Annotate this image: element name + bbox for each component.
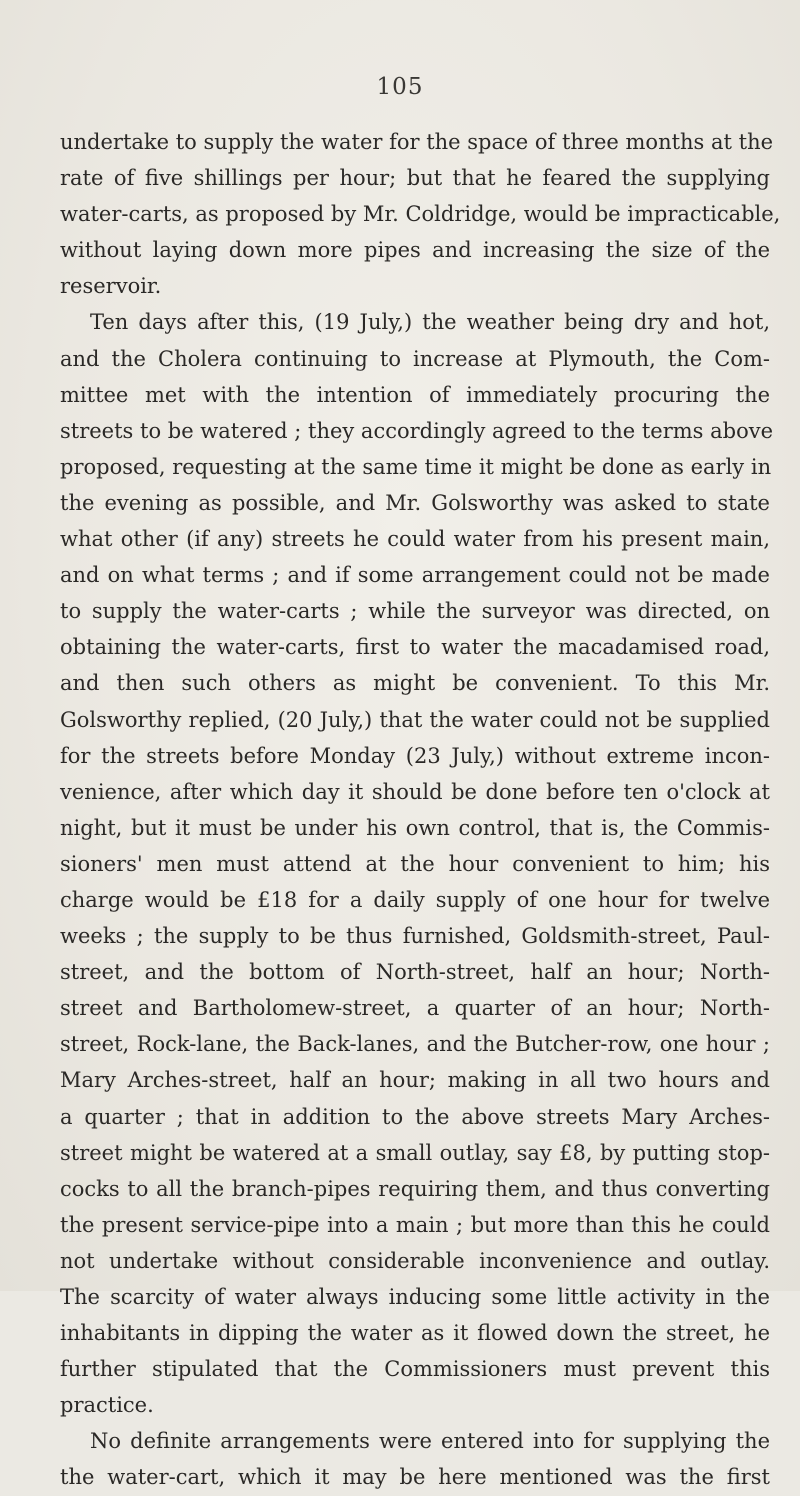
text-line: Ten days after this, (19 July,) the weather being dry and hot, [90, 310, 770, 335]
page-number: 105 [376, 74, 424, 100]
text-line: rate of five shillings per hour; but that he feared the supplying [60, 166, 770, 191]
text-line: mittee met with the intention of immediately procuring the [60, 382, 770, 407]
text-line: sioners' men must attend at the hour convenient to him; his [60, 851, 770, 876]
text-line: weeks ; the supply to be thus furnished, Goldsmith-street, Paul- [60, 924, 770, 949]
text-line: what other (if any) streets he could water from his present main, [60, 527, 770, 552]
text-line: not undertake without considerable inconvenience and outlay. [60, 1248, 770, 1273]
text-line: proposed, requesting at the same time it might be done as early in [60, 454, 772, 479]
text-line: The scarcity of water always inducing some little activity in the [60, 1285, 770, 1309]
text-line: for the streets before Monday (23 July,) without extreme incon- [60, 743, 770, 768]
text-line: and the Cholera continuing to increase at Plymouth, the Com- [60, 346, 770, 371]
text-line: a quarter ; that in addition to the above streets Mary Arches- [60, 1104, 770, 1129]
text-line: charge would be £18 for a daily supply of one hour for twelve [60, 887, 770, 912]
text-line: the water-cart, which it may be here mentioned was the first [60, 1465, 770, 1490]
text-line: Mary Arches-street, half an hour; making in all two hours and [60, 1068, 770, 1093]
text-line: to supply the water-carts ; while the surveyor was directed, on [60, 599, 770, 624]
text-line: undertake to supply the water for the space of three months at the [60, 130, 774, 154]
text-line: further stipulated that the Commissioners must prevent this [60, 1357, 770, 1382]
text-line: the evening as possible, and Mr. Golsworthy was asked to state [60, 490, 770, 515]
text-line: streets to be watered ; they accordingly agreed to the terms above [60, 418, 774, 443]
text-line: No definite arrangements were entered into for supplying the [90, 1429, 770, 1454]
text-line: street might be watered at a small outlay, say £8, by putting stop- [60, 1140, 770, 1165]
text-line: obtaining the water-carts, first to water the macadamised road, [60, 635, 770, 660]
text-line: street, Rock-lane, the Back-lanes, and the Butcher-row, one hour ; [60, 1032, 770, 1057]
text-line: and then such others as might be convenient. To this Mr. [60, 671, 770, 696]
text-line: Golsworthy replied, (20 July,) that the water could not be supplied [60, 707, 770, 732]
body-text [60, 124, 781, 1496]
text-line: street and Bartholomew-street, a quarter of an hour; North- [60, 996, 770, 1021]
text-line: the present service-pipe into a main ; but more than this he could [60, 1212, 770, 1237]
text-line: water-carts, as proposed by Mr. Coldridge, would be impracticable, [60, 202, 781, 227]
text-line: venience, after which day it should be done before ten o'clock at [60, 779, 770, 804]
text-line: night, but it must be under his own control, that is, the Commis- [60, 815, 770, 840]
text-line: reservoir. [60, 274, 162, 299]
text-line: practice. [60, 1393, 154, 1418]
text-line: without laying down more pipes and increasing the size of the [60, 238, 770, 263]
text-line: street, and the bottom of North-street, half an hour; North- [60, 960, 770, 985]
text-line: cocks to all the branch-pipes requiring them, and thus converting [60, 1176, 770, 1201]
text-line: inhabitants in dipping the water as it flowed down the street, he [60, 1321, 770, 1346]
text-line: and on what terms ; and if some arrangement could not be made [60, 563, 770, 588]
